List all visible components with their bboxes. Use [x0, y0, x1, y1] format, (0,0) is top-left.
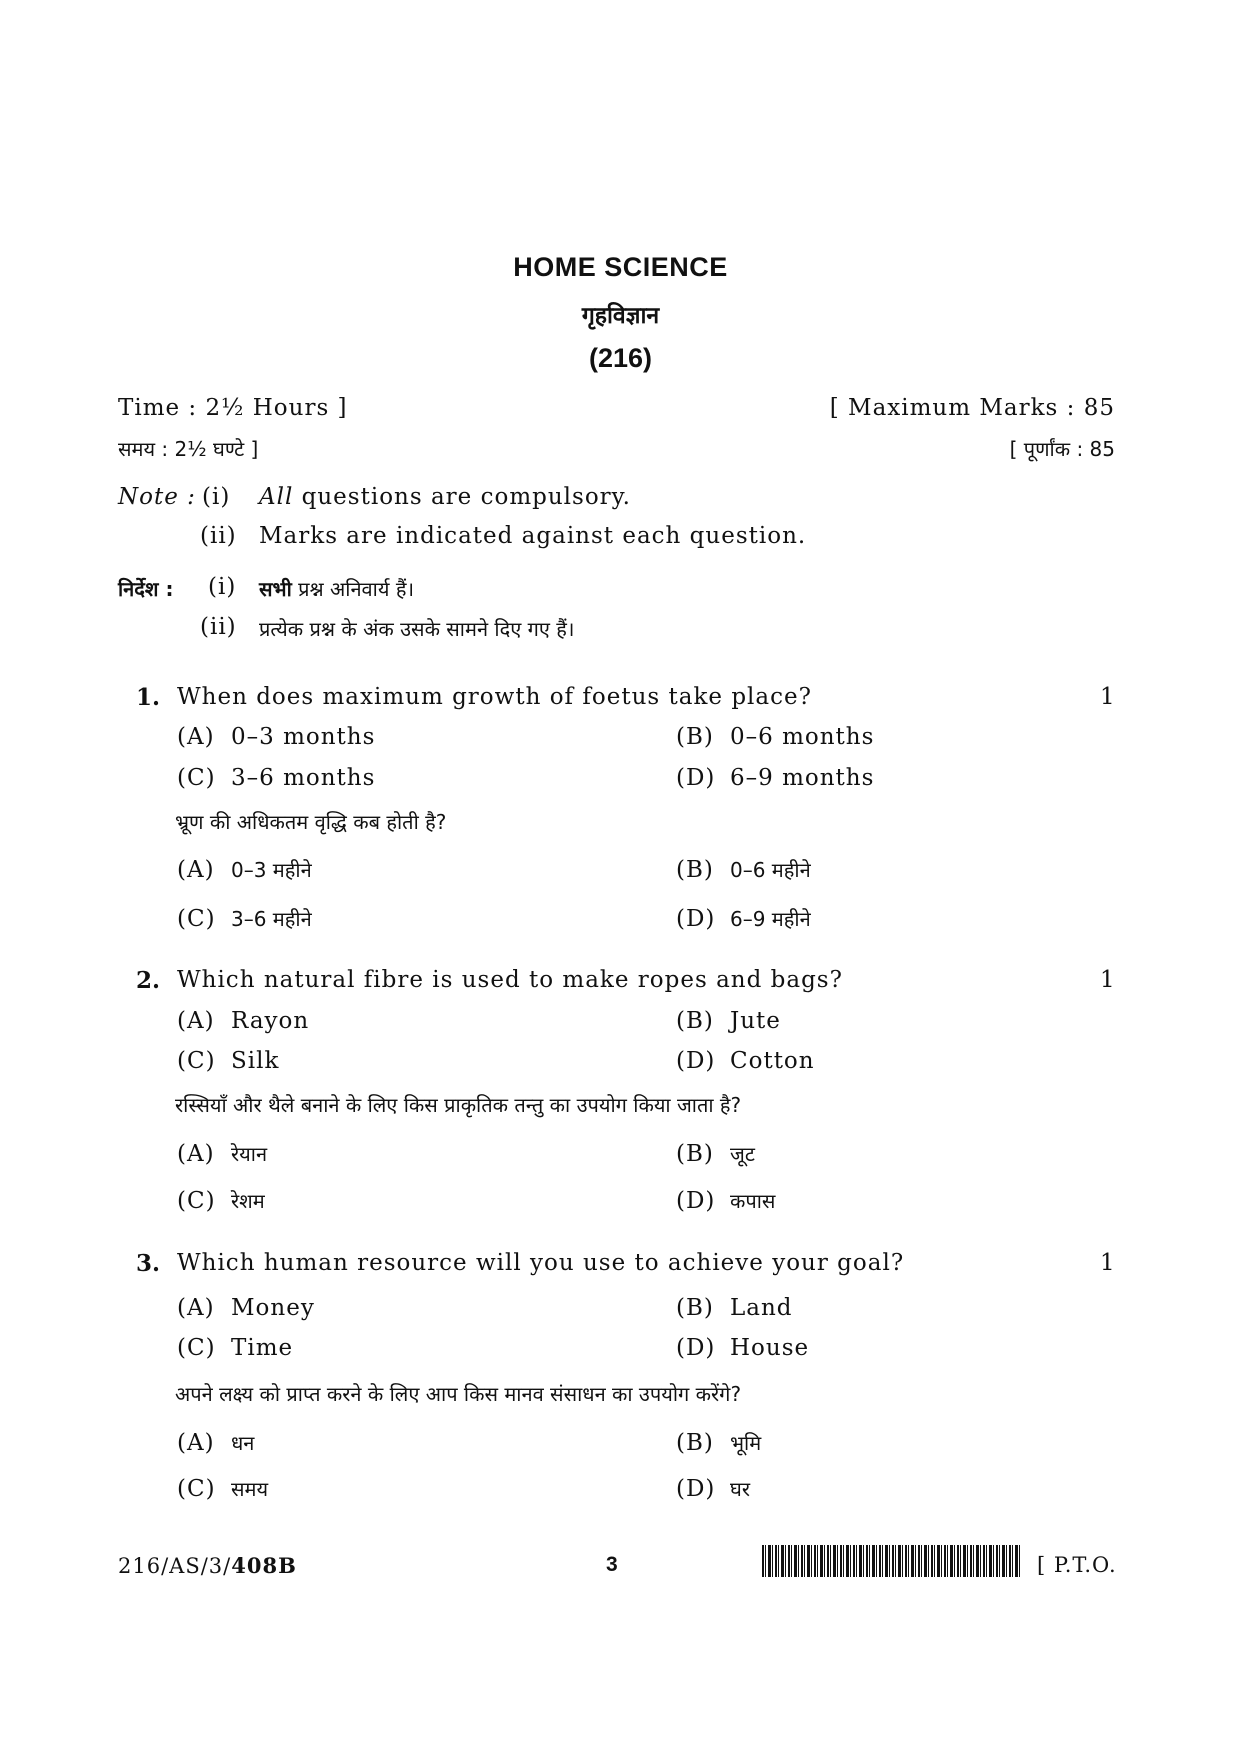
option-label: (C) — [177, 1335, 216, 1361]
question-text: Which human resource will you use to achieve your goal? — [177, 1250, 905, 1276]
option-label: (A) — [177, 857, 215, 883]
question-text-hindi: रस्सियाँ और थैले बनाने के लिए किस प्राकृतिक तन्तु का उपयोग किया जाता है? — [175, 1093, 742, 1117]
option-label: (B) — [676, 1141, 714, 1167]
option-hindi — [177, 1140, 267, 1167]
note-num: (i) — [202, 484, 231, 510]
note-text-hindi: प्रत्येक प्रश्न के अंक उसके सामने दिए गए हैं। — [259, 617, 575, 641]
option-text: 3–6 months — [231, 765, 376, 791]
time-hi: समय : 2½ घण्टे ] — [118, 437, 259, 461]
note-lead-hindi: सभी — [259, 577, 292, 601]
option — [177, 1008, 309, 1034]
note-lead: All — [259, 484, 294, 510]
question-text-hindi: भ्रूण की अधिकतम वृद्धि कब होती है? — [175, 810, 447, 834]
paper-code-prefix: 216/AS/3/ — [118, 1554, 232, 1578]
option-text: 3–6 महीने — [231, 907, 312, 931]
option-text: समय — [231, 1477, 269, 1501]
option-text: धन — [231, 1431, 255, 1455]
question-text: Which natural fibre is used to make ropes and bags? — [177, 967, 843, 993]
option-label: (A) — [177, 1008, 215, 1034]
note-label-hindi: निर्देश : — [118, 577, 174, 601]
time-en: Time : 2½ Hours ] — [118, 395, 348, 421]
option-label: (C) — [177, 906, 216, 932]
option-label: (A) — [177, 724, 215, 750]
max-marks-hi: [ पूर्णांक : 85 — [1009, 437, 1115, 461]
note-text — [259, 484, 631, 510]
option — [177, 765, 375, 791]
option-label: (A) — [177, 1141, 215, 1167]
option — [676, 1335, 809, 1361]
option-label: (D) — [676, 765, 716, 791]
note-text-hindi — [259, 575, 414, 602]
option — [676, 765, 874, 791]
option-hindi — [676, 856, 811, 883]
option-hindi — [676, 1187, 775, 1214]
option-hindi — [676, 1429, 761, 1456]
option-text: Silk — [231, 1048, 280, 1074]
option-label: (D) — [676, 1476, 716, 1502]
max-marks-en: [ Maximum Marks : 85 — [829, 395, 1115, 421]
option-text: 6–9 महीने — [730, 907, 811, 931]
option-text: घर — [730, 1477, 750, 1501]
option — [177, 724, 375, 750]
note-num: (i) — [208, 574, 237, 600]
subject-code: (216) — [588, 343, 653, 373]
option-hindi — [177, 1187, 265, 1214]
option-label: (B) — [676, 1430, 714, 1456]
option — [177, 1295, 315, 1321]
option-text: कपास — [730, 1189, 776, 1213]
option-label: (A) — [177, 1430, 215, 1456]
option-text: Cotton — [730, 1048, 815, 1074]
option-label: (B) — [676, 1295, 714, 1321]
option-text: 6–9 months — [730, 765, 875, 791]
option-hindi — [177, 1475, 268, 1502]
question-marks: 1 — [1100, 684, 1115, 710]
option-text: House — [730, 1335, 810, 1361]
note-rest-hindi: प्रश्न अनिवार्य हैं। — [291, 577, 415, 601]
option-text: Land — [730, 1295, 793, 1321]
option-text: 0–3 months — [231, 724, 376, 750]
question-number: 2. — [136, 967, 161, 994]
option-text: 0–3 महीने — [231, 858, 312, 882]
note-text: Marks are indicated against each question. — [259, 523, 807, 549]
option-label: (C) — [177, 765, 216, 791]
option-text: रेयान — [231, 1142, 268, 1166]
exam-title: HOME SCIENCE — [513, 252, 728, 282]
option-label: (B) — [676, 1008, 714, 1034]
exam-title-hindi: गृहविज्ञान — [581, 303, 660, 329]
option-text: रेशम — [231, 1189, 265, 1213]
option — [177, 1335, 293, 1361]
option — [676, 1048, 815, 1074]
option-label: (D) — [676, 906, 716, 932]
option-text: Jute — [730, 1008, 781, 1034]
note-label: Note : — [118, 484, 196, 510]
question-text: When does maximum growth of foetus take place? — [177, 684, 812, 710]
option-label: (D) — [676, 1335, 716, 1361]
option-text: भूमि — [730, 1431, 762, 1455]
option-text: Money — [231, 1295, 315, 1321]
note-num: (ii) — [200, 614, 237, 640]
paper-code-set: 408B — [231, 1553, 297, 1578]
barcode — [762, 1545, 1020, 1577]
option — [177, 1048, 279, 1074]
pto-label: [ P.T.O. — [1037, 1553, 1117, 1577]
option-text: Time — [231, 1335, 294, 1361]
question-number: 1. — [136, 684, 161, 711]
option-label: (C) — [177, 1048, 216, 1074]
option — [676, 1008, 781, 1034]
paper-code — [118, 1553, 297, 1578]
note-rest: questions are compulsory. — [293, 484, 631, 510]
question-marks: 1 — [1100, 967, 1115, 993]
option-hindi — [676, 1140, 755, 1167]
option-hindi — [676, 905, 811, 932]
note-num: (ii) — [200, 523, 237, 549]
question-marks: 1 — [1100, 1250, 1115, 1276]
option-label: (C) — [177, 1476, 216, 1502]
option-text: 0–6 महीने — [730, 858, 811, 882]
option-hindi — [177, 856, 312, 883]
option-text: जूट — [730, 1142, 755, 1166]
option-text: Rayon — [231, 1008, 310, 1034]
option-label: (A) — [177, 1295, 215, 1321]
option — [676, 1295, 793, 1321]
option-label: (B) — [676, 724, 714, 750]
question-text-hindi: अपने लक्ष्य को प्राप्त करने के लिए आप किस मानव संसाधन का उपयोग करेंगे? — [175, 1382, 742, 1406]
option-hindi — [676, 1475, 750, 1502]
option — [676, 724, 874, 750]
question-number: 3. — [136, 1250, 161, 1277]
option-text: 0–6 months — [730, 724, 875, 750]
option-label: (C) — [177, 1188, 216, 1214]
option-label: (D) — [676, 1188, 716, 1214]
option-label: (B) — [676, 857, 714, 883]
option-label: (D) — [676, 1048, 716, 1074]
page-number: 3 — [606, 1553, 619, 1576]
option-hindi — [177, 1429, 254, 1456]
option-hindi — [177, 905, 312, 932]
